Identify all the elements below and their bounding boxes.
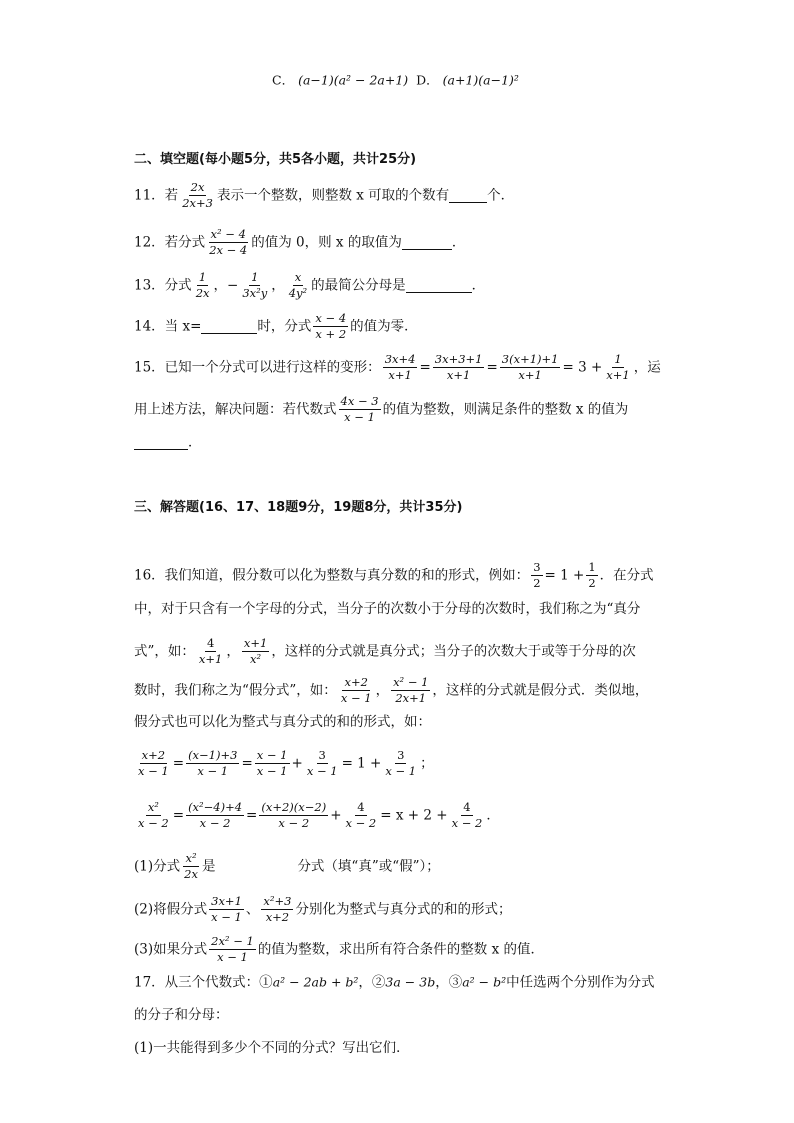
p1-b: 是 [201, 858, 216, 875]
q13-f3-num: x [294, 270, 302, 284]
q16-l1-frac-1 [531, 560, 542, 591]
q17-expr1: a² − 2ab + b² [272, 974, 359, 990]
q15-e3-num: 3(x+1)+1 [501, 352, 559, 366]
option-d-label: D． [416, 72, 439, 88]
ex2-e-den: x − 2 [451, 816, 483, 830]
p3-frac-den: x − 1 [217, 950, 248, 964]
ex1-b-den: x − 1 [197, 764, 229, 778]
q13-number: 13．分式 [134, 277, 192, 294]
q16-l3-a: 式”，如： [134, 643, 195, 660]
q13-f2-den: 3x²y [242, 286, 268, 300]
q15-answer-blank[interactable] [134, 435, 188, 450]
q15-e5-den: x − 1 [344, 410, 375, 424]
ex2-c-den: x − 2 [278, 816, 310, 830]
ex2-a-num: x² [147, 800, 159, 814]
ex1-frac-c [255, 748, 290, 779]
q16-l3-frac-2 [242, 636, 269, 667]
q13-f1-den: 2x [195, 286, 210, 300]
ex1-c-den: x − 1 [256, 764, 288, 778]
q15-line2-b: 的值为整数，则满足条件的整数 x 的值为 [382, 401, 629, 418]
ex1-e-den: x − 1 [385, 764, 417, 778]
q15-expr-4 [604, 352, 631, 383]
q16-l4-frac-1 [339, 675, 374, 706]
q11-number: 11．若 [134, 187, 179, 204]
option-d-expr: (a+1)(a−1)² [442, 72, 519, 88]
q13-fraction-1 [194, 270, 212, 301]
p2-fraction-1 [209, 894, 244, 925]
q16-example-1 [134, 748, 660, 779]
q16-part-3 [134, 934, 660, 965]
q17-sep1: ，② [358, 974, 386, 991]
q13-f2-num: 1 [251, 270, 259, 284]
ex2-c-num: (x+2)(x−2) [261, 800, 327, 814]
q16-line2: 中，对于只含有一个字母的分式，当分子的次数小于分母的次数时，我们称之为“真分 [134, 601, 641, 617]
q16-l4-b: ，这样的分式就是假分式．类似地， [432, 682, 649, 699]
q16-l1-f2-num: 1 [588, 560, 596, 574]
q16-part-2 [134, 894, 660, 925]
q16-l4-f2-num: x² − 1 [393, 675, 429, 689]
q15-e5-num: 4x − 3 [340, 394, 379, 408]
q16-l4-f1-den: x − 1 [340, 691, 372, 705]
p1-fraction [182, 851, 200, 882]
p2-f1-num: 3x+1 [211, 894, 242, 908]
p1-a: (1)分式 [134, 858, 181, 875]
q16-l3-f2-num: x+1 [243, 636, 268, 650]
question-15-line3 [134, 432, 660, 453]
q14-frac-num: x − 4 [315, 311, 347, 325]
p2-f1-den: x − 1 [211, 910, 242, 924]
ex2-frac-a [136, 800, 171, 831]
q11-text: 表示一个整数，则整数 x 可取的个数有 [216, 187, 450, 204]
q15-e2-den: x+1 [446, 368, 471, 382]
q15-eq1: = [419, 359, 431, 376]
q14-number: 14．当 x= [134, 318, 202, 335]
ex1-frac-b [186, 748, 239, 779]
ex1-e-num: 3 [397, 748, 405, 762]
q16-l1-f1-den: 2 [533, 576, 541, 590]
ex1-frac-e [383, 748, 418, 779]
question-11 [134, 180, 660, 211]
q13-answer-blank[interactable] [406, 278, 472, 293]
q16-l3-f1-num: 4 [206, 636, 215, 650]
ex1-eq2: = [241, 755, 253, 772]
q16-line3 [134, 636, 660, 667]
q15-expr-2 [433, 352, 485, 383]
ex1-a-den: x − 1 [138, 764, 169, 778]
q13-text: 的最简公分母是 [311, 277, 406, 294]
ex1-plus: + [291, 755, 303, 772]
question-12 [134, 227, 660, 258]
question-15 [134, 352, 664, 383]
p2-a: (2)将假分式 [134, 901, 208, 918]
question-17 [134, 972, 660, 993]
ex2-frac-e [450, 800, 485, 831]
q16-l3-f1-den: x+1 [198, 652, 223, 666]
p1-frac-num: x² [185, 851, 197, 865]
ex2-frac-c [259, 800, 328, 831]
q15-eq2: = [486, 359, 498, 376]
q12-answer-blank[interactable] [402, 235, 452, 250]
q17-sep2: ，③ [435, 974, 463, 991]
q15-line2-a: 用上述方法，解决问题：若代数式 [134, 401, 337, 418]
question-15-line2 [134, 394, 660, 425]
q14-fraction [313, 311, 348, 342]
q15-e4-den: x+1 [606, 368, 630, 382]
q17-expr3: a² − b² [462, 974, 507, 990]
ex1-frac-d [305, 748, 340, 779]
section3-heading: 三、解答题(16、17、18题9分，19题8分，共计35分) [134, 500, 463, 515]
q16-l4-frac-2 [391, 675, 430, 706]
q15-expr-1 [383, 352, 418, 383]
ex2-e-num: 4 [463, 800, 471, 814]
q15-expr-3 [500, 352, 561, 383]
q16-l4-f1-num: x+2 [344, 675, 368, 689]
q15-e4-num: 1 [614, 352, 622, 366]
ex1-eq1: = [172, 755, 185, 772]
p3-b: 的值为整数，求出所有符合条件的整数 x 的值． [257, 941, 545, 958]
ex1-b-num: (x−1)+3 [188, 748, 238, 762]
q16-line4 [134, 675, 660, 706]
q13-tail: ． [471, 277, 486, 294]
p1-frac-den: 2x [184, 867, 198, 881]
q15-e1-den: x+1 [388, 368, 412, 382]
ex1-eq3: = 1 + [341, 755, 382, 772]
q16-line5: 假分式也可以化为整式与真分式的和的形式，如： [134, 714, 431, 730]
q14-frac-den: x + 2 [315, 327, 347, 341]
ex1-d-den: x − 1 [306, 764, 338, 778]
ex1-a-num: x+2 [141, 748, 166, 762]
q12-text: 的值为 0，则 x 的取值为 [251, 234, 402, 251]
q12-fraction [207, 227, 249, 258]
q16-l1-frac-2 [586, 560, 597, 591]
q16-part-1 [134, 851, 660, 882]
q16-example-2 [134, 800, 660, 831]
q15-e3-den: x+1 [518, 368, 542, 382]
q16-l1-f2-den: 2 [588, 576, 596, 590]
ex2-eq3: = x + 2 + [380, 807, 448, 824]
q16-l4-sep: ， [375, 682, 390, 699]
ex2-plus: + [330, 807, 342, 824]
q15-number: 15．已知一个分式可以进行这样的变形： [134, 359, 381, 376]
p3-fraction [209, 934, 256, 965]
q12-frac-num: x² − 4 [210, 227, 246, 241]
q11-tail: 个． [487, 187, 515, 204]
ex2-frac-b [186, 800, 244, 831]
ex1-frac-a [136, 748, 171, 779]
p2-f2-num: x²+3 [263, 894, 292, 908]
q17-l1-a: 17．从三个代数式：① [134, 974, 273, 991]
q13-sep2: ， [271, 277, 285, 294]
q16-l1-f1-num: 3 [533, 560, 541, 574]
q11-frac-num: 2x [190, 180, 205, 194]
q13-sep1: ，− [213, 277, 239, 294]
q17-line2: 的分子和分母： [134, 1007, 229, 1023]
question-13 [134, 270, 660, 301]
q14-text: 时，分式 [257, 318, 312, 335]
q15-tail1: ，运 [633, 359, 661, 376]
q13-f1-num: 1 [198, 270, 207, 284]
section2-heading: 二、填空题(每小题5分，共5各小题，共计25分) [134, 152, 417, 167]
ex1-c-num: x − 1 [256, 748, 288, 762]
option-c-expr: (a−1)(a² − 2a+1) [298, 72, 409, 88]
ex2-b-den: x − 2 [199, 816, 231, 830]
p2-b: 分别化为整式与真分式的和的形式； [295, 901, 512, 918]
ex2-d-den: x − 2 [345, 816, 377, 830]
q16-l1-a: 16．我们知道，假分数可以化为整数与真分数的和的形式，例如： [134, 567, 530, 584]
ex2-tail: ． [486, 807, 500, 824]
q17-l1-b: 中任选两个分别作为分式 [506, 974, 655, 991]
ex2-a-den: x − 2 [138, 816, 169, 830]
p2-f2-den: x+2 [265, 910, 290, 924]
q16-l4-f2-den: 2x+1 [395, 691, 427, 705]
ex2-d-num: 4 [357, 800, 365, 814]
ex2-frac-d [344, 800, 379, 831]
q16-l3-sep: ， [226, 643, 240, 660]
p3-frac-num: 2x² − 1 [211, 934, 254, 948]
q16-l3-f2-den: x² [250, 652, 262, 666]
ex1-d-num: 3 [318, 748, 326, 762]
q15-e1-num: 3x+4 [384, 352, 416, 366]
q14-answer-blank[interactable] [201, 319, 257, 334]
q16-l1-eq: = 1 + [544, 567, 585, 584]
q15-e2-num: 3x+3+1 [434, 352, 483, 366]
q16-l4-a: 数时，我们称之为“假分式”，如： [134, 682, 337, 699]
q13-fraction-2 [240, 270, 269, 301]
q15-eq3: = 3 + [562, 359, 603, 376]
q12-frac-den: 2x − 4 [209, 243, 248, 257]
q12-tail: ． [451, 234, 466, 251]
q17-part-1: (1)一共能得到多少个不同的分式？写出它们． [134, 1040, 410, 1056]
p2-sep: 、 [245, 901, 260, 918]
ex2-b-num: (x²−4)+4 [188, 800, 243, 814]
q16-l3-frac-1 [197, 636, 224, 667]
ex1-tail: ； [420, 755, 434, 772]
question-16 [134, 560, 660, 591]
option-c-label: C． [272, 72, 295, 88]
ex2-eq2: = [246, 807, 258, 824]
q11-frac-den: 2x+3 [182, 196, 213, 210]
q11-answer-blank[interactable] [449, 188, 487, 203]
q15-line3-tail: ． [188, 434, 202, 451]
q12-number: 12．若分式 [134, 234, 206, 251]
q16-l1-b: ．在分式 [599, 567, 654, 584]
ex2-eq1: = [172, 807, 185, 824]
q16-l3-b: ，这样的分式就是真分式；当分子的次数大于或等于分母的次 [271, 643, 636, 660]
p3-a: (3)如果分式 [134, 941, 208, 958]
options-line [272, 70, 660, 91]
question-14 [134, 311, 660, 342]
p1-c: 分式（填“真”或“假”）； [297, 858, 440, 875]
q11-fraction [180, 180, 215, 211]
q14-tail: 的值为零． [350, 318, 418, 335]
q15-expr-5 [339, 394, 381, 425]
q17-expr2: 3a − 3b [385, 974, 436, 990]
q13-fraction-3 [287, 270, 309, 301]
q13-f3-den: 4y² [288, 286, 308, 300]
p2-fraction-2 [261, 894, 293, 925]
